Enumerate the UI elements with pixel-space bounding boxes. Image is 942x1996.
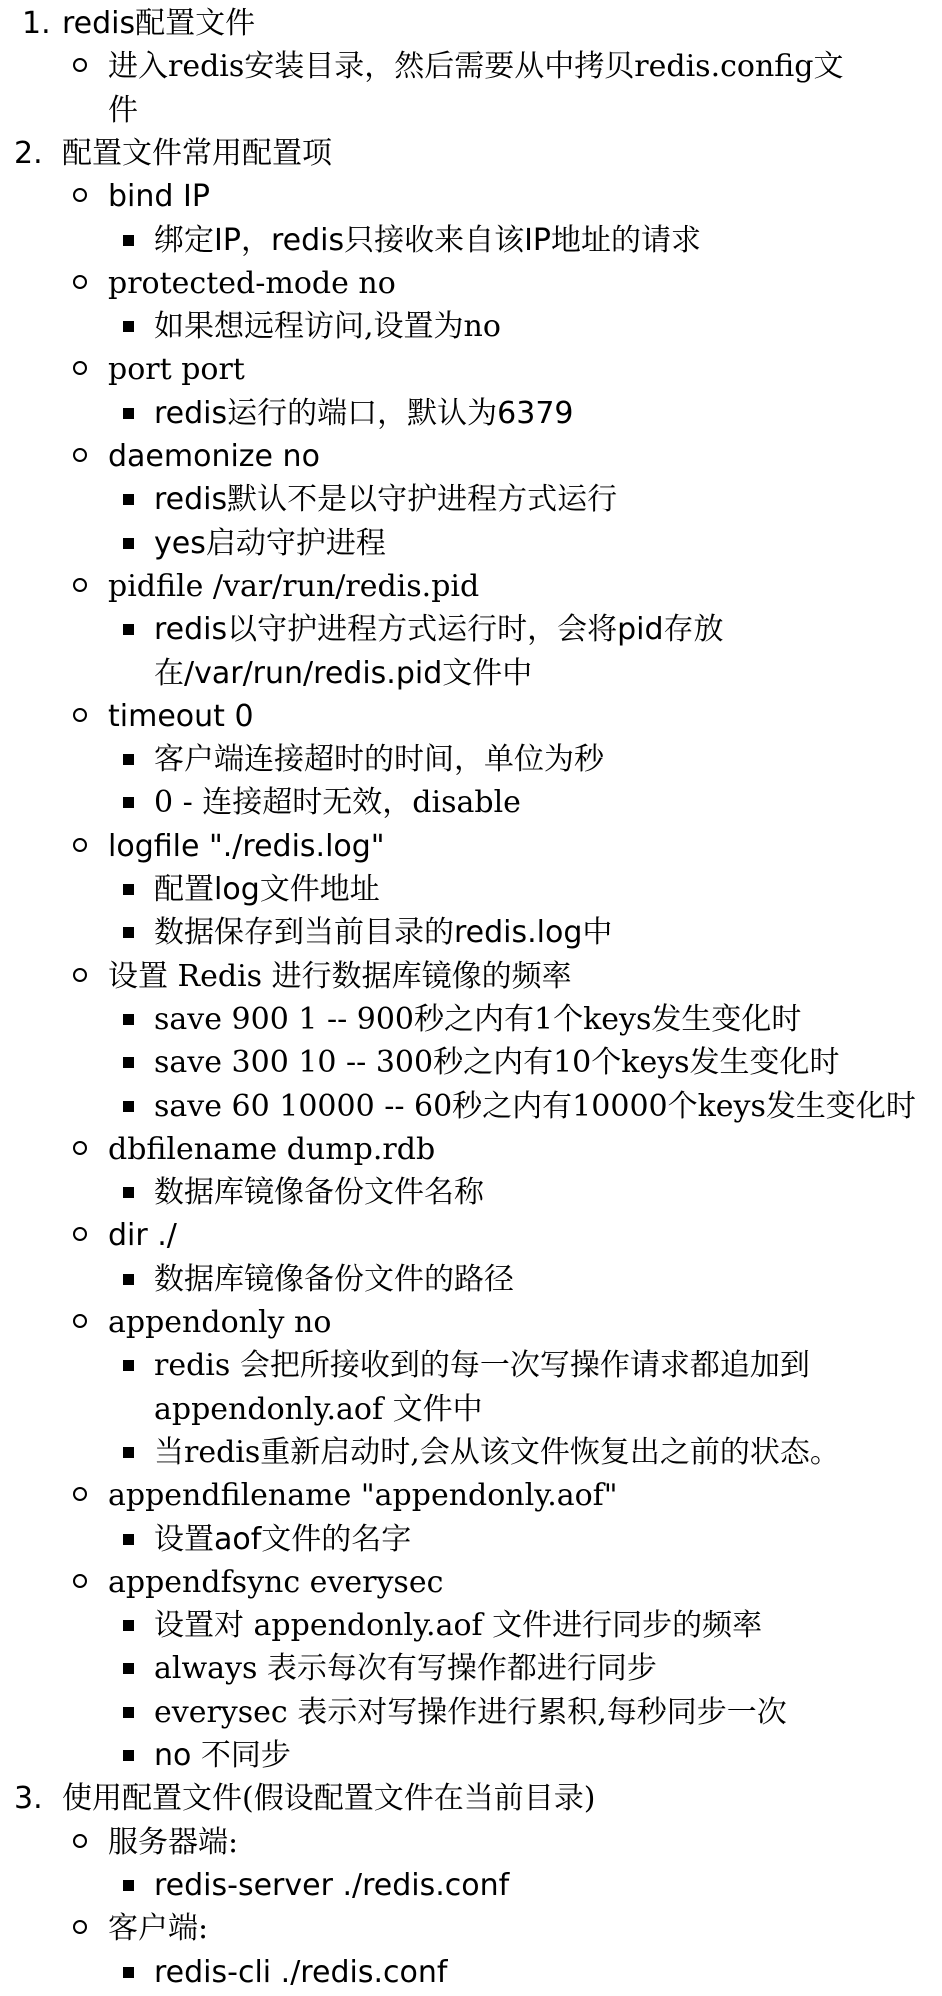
outline-item-text: redis运行的端口，默认为6379 bbox=[154, 395, 574, 431]
outline-item-text: 使用配置文件(假设配置文件在当前目录) bbox=[62, 1781, 596, 1817]
hollow-circle-bullet-icon bbox=[73, 448, 87, 462]
outline-item-level-2 bbox=[0, 262, 942, 305]
outline-item-text: appendonly.aof 文件中 bbox=[154, 1391, 483, 1427]
outline-item-text: 数据库镜像备份文件名称 bbox=[154, 1175, 484, 1211]
square-bullet-icon bbox=[123, 884, 134, 895]
outline-item-level-3 bbox=[0, 868, 942, 911]
square-bullet-icon bbox=[123, 1750, 134, 1761]
hollow-circle-bullet-icon bbox=[73, 578, 87, 592]
hollow-circle-bullet-icon bbox=[73, 1227, 87, 1241]
outline-item-text: 配置log文件地址 bbox=[154, 872, 380, 907]
square-bullet-icon bbox=[123, 1101, 134, 1112]
outline-item-level-2 bbox=[0, 1128, 942, 1171]
outline-item-text: 件 bbox=[108, 92, 138, 128]
outline-item-level-3-continuation bbox=[0, 652, 942, 695]
outline-item-text: redis 会把所接收到的每一次写操作请求都追加到 bbox=[154, 1348, 810, 1384]
hollow-circle-bullet-icon bbox=[73, 275, 87, 289]
outline-item-text: 进入redis安装目录，然后需要从中拷贝redis.config文 bbox=[108, 49, 844, 85]
outline-item-level-3-continuation bbox=[0, 1388, 942, 1431]
outline-item-text: dir ./ bbox=[108, 1218, 177, 1254]
outline-item-level-2 bbox=[0, 565, 942, 608]
outline-item-text: always 表示每次有写操作都进行同步 bbox=[154, 1651, 657, 1687]
outline-item-text: 0 - 连接超时无效，disable bbox=[154, 785, 521, 821]
square-bullet-icon bbox=[123, 1447, 134, 1458]
outline-item-level-3 bbox=[0, 1864, 942, 1907]
square-bullet-icon bbox=[123, 1707, 134, 1718]
outline-item-level-2 bbox=[0, 45, 942, 88]
outline-item-text: 配置文件常用配置项 bbox=[62, 135, 332, 171]
outline-item-level-2 bbox=[0, 1474, 942, 1517]
outline-item-level-3 bbox=[0, 998, 942, 1041]
outline-item-level-3 bbox=[0, 1085, 942, 1128]
outline-item-text: daemonize no bbox=[108, 439, 320, 474]
hollow-circle-bullet-icon bbox=[73, 188, 87, 202]
square-bullet-icon bbox=[123, 1620, 134, 1631]
outline-item-level-3 bbox=[0, 911, 942, 954]
hollow-circle-bullet-icon bbox=[73, 1920, 87, 1934]
outline-item-level-3 bbox=[0, 1431, 942, 1474]
square-bullet-icon bbox=[123, 754, 134, 765]
square-bullet-icon bbox=[123, 1274, 134, 1285]
outline-item-level-2 bbox=[0, 695, 942, 738]
outline-item-text: 设置 Redis 进行数据库镜像的频率 bbox=[108, 958, 572, 994]
outline-item-text: save 900 1 -- 900秒之内有1个keys发生变化时 bbox=[154, 1001, 802, 1037]
outline-item-text: redis以守护进程方式运行时，会将pid存放 bbox=[154, 612, 724, 648]
outline-item-text: redis-cli ./redis.conf bbox=[154, 1954, 448, 1990]
square-bullet-icon bbox=[123, 624, 134, 635]
outline-item-level-2 bbox=[0, 435, 942, 478]
hollow-circle-bullet-icon bbox=[73, 968, 87, 982]
list-number: 2. bbox=[14, 135, 43, 171]
outline-item-text: port port bbox=[108, 352, 245, 388]
outline-item-level-1 bbox=[0, 2, 942, 45]
square-bullet-icon bbox=[123, 1534, 134, 1545]
outline-item-text: dbfilename dump.rdb bbox=[108, 1131, 436, 1167]
outline-item-text: redis默认不是以守护进程方式运行 bbox=[154, 482, 618, 518]
outline-item-level-3 bbox=[0, 1041, 942, 1084]
outline-item-level-2 bbox=[0, 1301, 942, 1344]
hollow-circle-bullet-icon bbox=[73, 1834, 87, 1848]
square-bullet-icon bbox=[123, 321, 134, 332]
outline-item-text: appendfsync everysec bbox=[108, 1564, 444, 1600]
square-bullet-icon bbox=[123, 1360, 134, 1371]
outline-item-text: logfile "./redis.log" bbox=[108, 828, 385, 864]
square-bullet-icon bbox=[123, 1014, 134, 1025]
outline-item-level-3 bbox=[0, 738, 942, 781]
outline-item-level-3 bbox=[0, 1518, 942, 1561]
outline-item-text: everysec 表示对写操作进行累积,每秒同步一次 bbox=[154, 1694, 787, 1730]
outline-item-level-3 bbox=[0, 392, 942, 435]
outline-item-level-2-continuation bbox=[0, 89, 942, 132]
square-bullet-icon bbox=[123, 1187, 134, 1198]
outline-item-level-1 bbox=[0, 132, 942, 175]
outline-item-text: 客户端: bbox=[108, 1911, 209, 1947]
outline-item-level-3 bbox=[0, 522, 942, 565]
outline-item-text: 设置aof文件的名字 bbox=[154, 1521, 412, 1557]
outline-item-text: no 不同步 bbox=[154, 1738, 291, 1773]
outline-item-text: protected-mode no bbox=[108, 265, 396, 301]
hollow-circle-bullet-icon bbox=[73, 708, 87, 722]
square-bullet-icon bbox=[123, 927, 134, 938]
list-number: 3. bbox=[14, 1781, 43, 1817]
outline-item-level-1 bbox=[0, 1777, 942, 1820]
square-bullet-icon bbox=[123, 1663, 134, 1674]
outline-item-text: 当redis重新启动时,会从该文件恢复出之前的状态。 bbox=[154, 1434, 840, 1470]
outline-item-level-3 bbox=[0, 478, 942, 521]
square-bullet-icon bbox=[123, 1880, 134, 1891]
outline-item-level-3 bbox=[0, 1951, 942, 1994]
outline-item-text: 服务器端: bbox=[108, 1824, 239, 1860]
outline-item-text: yes启动守护进程 bbox=[154, 525, 386, 561]
outline-item-level-3 bbox=[0, 1604, 942, 1647]
square-bullet-icon bbox=[123, 494, 134, 505]
square-bullet-icon bbox=[123, 1057, 134, 1068]
outline-item-level-2 bbox=[0, 348, 942, 391]
outline-item-text: save 300 10 -- 300秒之内有10个keys发生变化时 bbox=[154, 1045, 840, 1081]
outline-item-text: 客户端连接超时的时间，单位为秒 bbox=[154, 742, 604, 778]
hollow-circle-bullet-icon bbox=[73, 1141, 87, 1155]
outline-item-text: redis-server ./redis.conf bbox=[154, 1867, 510, 1903]
outline-item-text: 如果想远程访问,设置为no bbox=[154, 309, 501, 345]
outline-item-text: 数据库镜像备份文件的路径 bbox=[154, 1261, 514, 1297]
outline-item-text: pidfile /var/run/redis.pid bbox=[108, 568, 480, 604]
outline-item-level-3 bbox=[0, 1734, 942, 1777]
outline-item-text: 绑定IP，redis只接收来自该IP地址的请求 bbox=[154, 222, 702, 258]
hollow-circle-bullet-icon bbox=[73, 361, 87, 375]
outline-item-text: redis配置文件 bbox=[62, 6, 256, 41]
outline-item-level-3 bbox=[0, 1344, 942, 1387]
outline-item-level-3 bbox=[0, 1691, 942, 1734]
hollow-circle-bullet-icon bbox=[73, 58, 87, 72]
hollow-circle-bullet-icon bbox=[73, 1487, 87, 1501]
square-bullet-icon bbox=[123, 538, 134, 549]
square-bullet-icon bbox=[123, 1967, 134, 1978]
outline-item-level-3 bbox=[0, 1171, 942, 1214]
outline-item-level-3 bbox=[0, 1647, 942, 1690]
outline-item-level-3 bbox=[0, 1258, 942, 1301]
outline-item-level-2 bbox=[0, 825, 942, 868]
hollow-circle-bullet-icon bbox=[73, 838, 87, 852]
square-bullet-icon bbox=[123, 235, 134, 246]
outline-item-text: timeout 0 bbox=[108, 698, 254, 734]
outline-item-level-2 bbox=[0, 955, 942, 998]
outline-item-text: 在/var/run/redis.pid文件中 bbox=[154, 655, 533, 691]
square-bullet-icon bbox=[123, 797, 134, 808]
list-number: 1. bbox=[22, 6, 51, 41]
outline-item-level-3 bbox=[0, 219, 942, 262]
outline-item-level-2 bbox=[0, 175, 942, 218]
outline-item-text: appendfilename "appendonly.aof" bbox=[108, 1478, 618, 1514]
outline-item-level-3 bbox=[0, 305, 942, 348]
hollow-circle-bullet-icon bbox=[73, 1314, 87, 1328]
outline-item-level-3 bbox=[0, 608, 942, 651]
outline-item-level-2 bbox=[0, 1561, 942, 1604]
outline-item-level-2 bbox=[0, 1214, 942, 1257]
outline-item-text: 数据保存到当前目录的redis.log中 bbox=[154, 915, 613, 951]
outline-item-text: 设置对 appendonly.aof 文件进行同步的频率 bbox=[154, 1608, 763, 1644]
outline-item-level-3 bbox=[0, 781, 942, 824]
hollow-circle-bullet-icon bbox=[73, 1574, 87, 1588]
outline-item-level-2 bbox=[0, 1907, 942, 1950]
outline-item-text: bind IP bbox=[108, 179, 210, 215]
square-bullet-icon bbox=[123, 408, 134, 419]
outline-item-level-2 bbox=[0, 1821, 942, 1864]
outline-item-text: save 60 10000 -- 60秒之内有10000个keys发生变化时 bbox=[154, 1088, 916, 1124]
outline-item-text: appendonly no bbox=[108, 1305, 332, 1340]
